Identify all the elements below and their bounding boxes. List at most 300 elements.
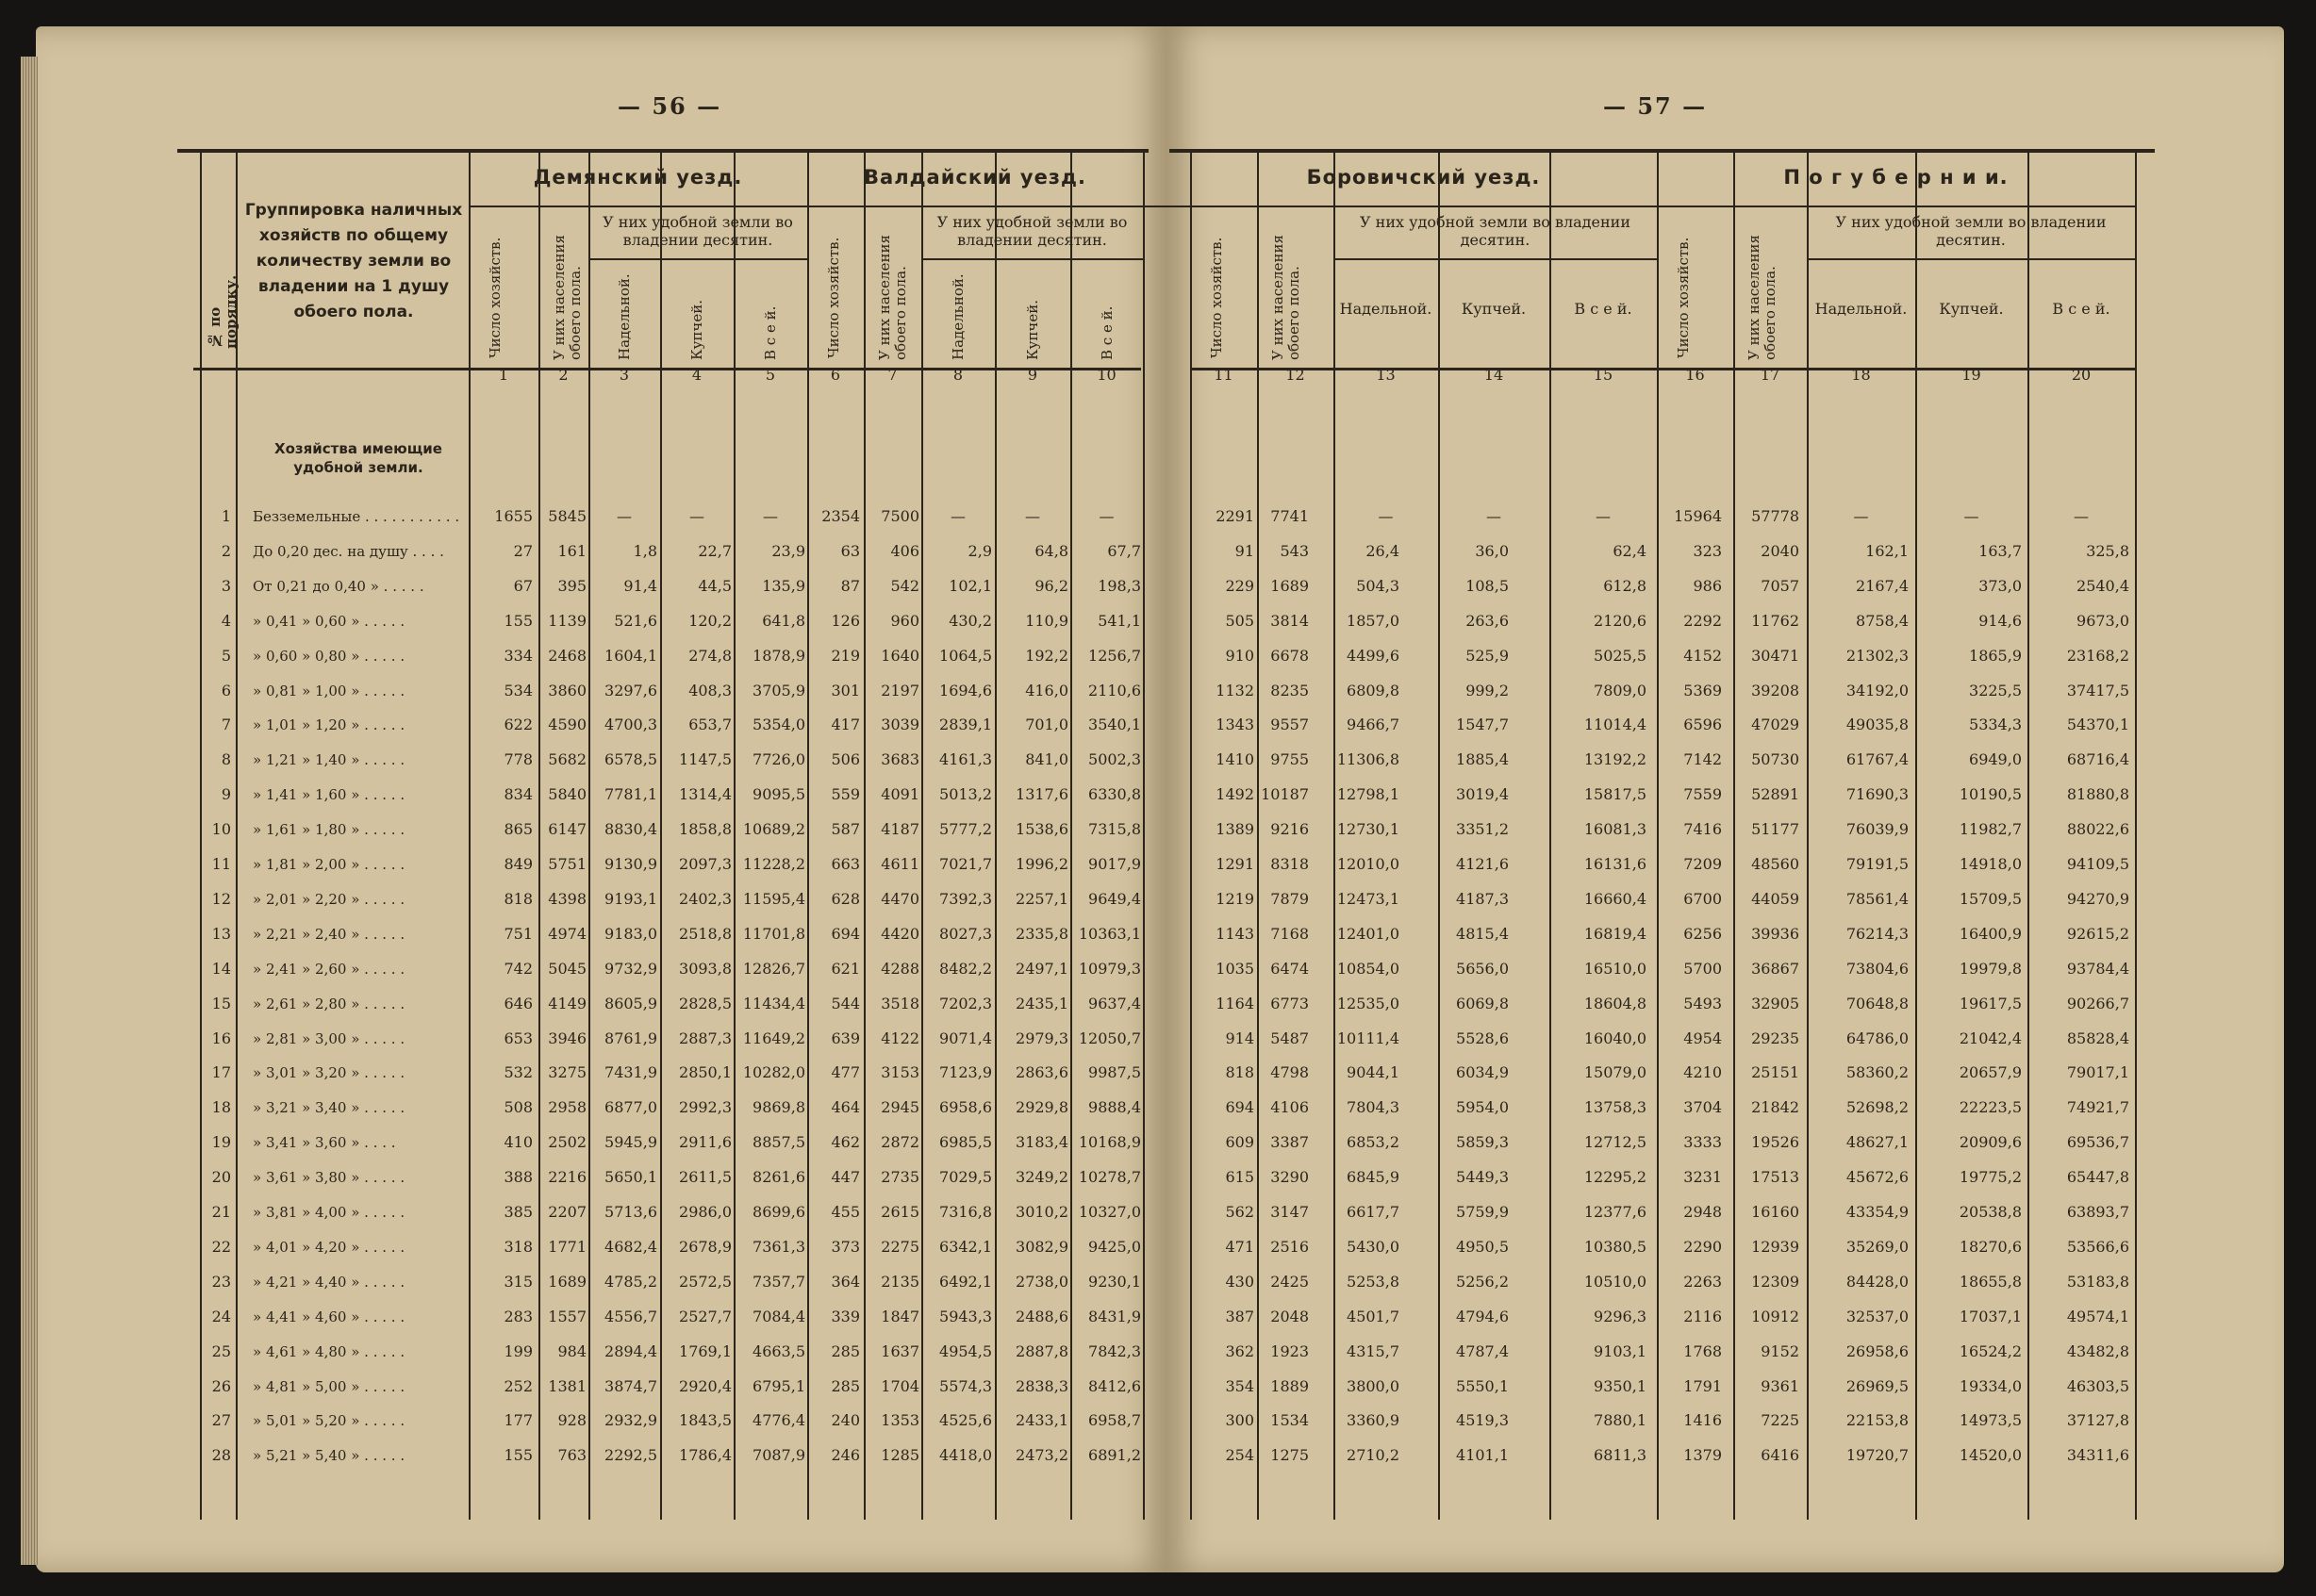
row-number: 3	[221, 577, 231, 595]
row-number: 17	[211, 1063, 231, 1081]
table-cell: 162,1	[1865, 542, 1909, 560]
table-cell: 9557	[1270, 716, 1309, 733]
header-population: У них населения обоего пола.	[876, 235, 909, 360]
table-cell: 9869,8	[753, 1098, 805, 1116]
table-cell: 5002,3	[1088, 750, 1141, 768]
table-cell: 9987,5	[1088, 1063, 1141, 1081]
column-number: 1	[498, 366, 509, 384]
table-cell: 15817,5	[1583, 785, 1646, 803]
column-rule	[200, 153, 202, 1520]
table-cell: 6773	[1270, 995, 1309, 1012]
table-cell: 364	[831, 1273, 860, 1291]
table-cell: 587	[831, 820, 860, 838]
table-cell: 7225	[1761, 1411, 1799, 1429]
row-label: » 5,21 » 5,40 » . . . . .	[253, 1447, 405, 1464]
table-cell: 5751	[548, 855, 587, 873]
table-cell: 849	[504, 855, 533, 873]
table-cell: 506	[831, 750, 860, 768]
table-cell: 13758,3	[1583, 1098, 1646, 1116]
table-cell: 71690,3	[1845, 785, 1909, 803]
table-cell: 621	[831, 960, 860, 978]
table-cell: 325,8	[2086, 542, 2129, 560]
row-number: 4	[221, 612, 231, 630]
table-cell: 5334,3	[1969, 716, 2022, 733]
table-cell: 742	[504, 960, 533, 978]
column-number: 4	[691, 366, 703, 384]
table-cell: —	[689, 507, 704, 525]
table-cell: 3225,5	[1969, 682, 2022, 699]
table-cell: 1317,6	[1016, 785, 1068, 803]
header-land-group: У них удобной земли во владении десятин.	[1360, 213, 1630, 249]
table-cell: 5656,0	[1456, 960, 1509, 978]
table-cell: 6256	[1683, 925, 1722, 943]
row-number: 25	[211, 1342, 231, 1360]
row-number: 27	[211, 1411, 231, 1429]
table-cell: 96,2	[1034, 577, 1068, 595]
row-label: » 1,21 » 1,40 » . . . . .	[253, 751, 405, 768]
row-label: » 4,21 » 4,40 » . . . . .	[253, 1274, 405, 1291]
table-cell: 1164	[1216, 995, 1254, 1012]
row-label: До 0,20 дес. на душу . . . .	[253, 543, 444, 560]
row-label: » 4,61 » 4,80 » . . . . .	[253, 1343, 405, 1360]
table-cell: 246	[831, 1446, 860, 1464]
table-cell: 1858,8	[679, 820, 732, 838]
row-label: » 0,41 » 0,60 » . . . . .	[253, 613, 405, 630]
column-number: 11	[1214, 366, 1233, 384]
table-cell: 1637	[881, 1342, 919, 1360]
header-population: У них населения обоего пола.	[1745, 235, 1778, 360]
row-number: 26	[211, 1377, 231, 1395]
table-cell: 3231	[1683, 1168, 1722, 1186]
table-cell: 274,8	[688, 647, 732, 665]
table-cell: 4420	[881, 925, 919, 943]
table-cell: 10510,0	[1583, 1273, 1646, 1291]
table-cell: 4210	[1683, 1063, 1722, 1081]
table-cell: 1768	[1683, 1342, 1722, 1360]
table-cell: 2435,1	[1016, 995, 1068, 1012]
table-cell: 7726,0	[753, 750, 805, 768]
table-cell: 6958,6	[939, 1098, 992, 1116]
table-cell: 48627,1	[1845, 1133, 1909, 1151]
header-purchased: Купчей.	[688, 300, 705, 360]
table-cell: —	[1596, 507, 1611, 525]
table-cell: 12798,1	[1336, 785, 1399, 803]
table-cell: 2488,6	[1016, 1308, 1068, 1325]
row-label: » 5,01 » 5,20 » . . . . .	[253, 1412, 405, 1429]
table-cell: 23,9	[771, 542, 805, 560]
column-number: 14	[1483, 366, 1504, 384]
table-cell: 19979,8	[1959, 960, 2022, 978]
table-cell: 7087,9	[753, 1446, 805, 1464]
table-cell: 2167,4	[1856, 577, 1909, 595]
county-title: Боровичский уезд.	[1306, 166, 1541, 189]
table-cell: 3540,1	[1088, 716, 1141, 733]
table-cell: 300	[1225, 1411, 1254, 1429]
table-cell: 1689	[1270, 577, 1309, 595]
table-cell: 85828,4	[2066, 1029, 2129, 1047]
table-cell: 1353	[881, 1411, 919, 1429]
table-cell: 2932,9	[604, 1411, 657, 1429]
table-cell: 4121,6	[1456, 855, 1509, 873]
table-cell: 615	[1225, 1168, 1254, 1186]
table-cell: 2911,6	[679, 1133, 732, 1151]
table-cell: 646	[504, 995, 533, 1012]
table-cell: 155	[504, 612, 533, 630]
table-cell: 3705,9	[753, 682, 805, 699]
table-cell: 2948	[1683, 1203, 1722, 1221]
table-cell: 4590	[548, 716, 587, 733]
table-cell: 7315,8	[1088, 820, 1141, 838]
table-cell: 49035,8	[1845, 716, 1909, 733]
table-cell: 3387	[1270, 1133, 1309, 1151]
table-cell: 22223,5	[1959, 1098, 2022, 1116]
table-cell: 4501,7	[1347, 1308, 1399, 1325]
table-cell: 8235	[1270, 682, 1309, 699]
table-cell: 339	[831, 1308, 860, 1325]
table-cell: 417	[831, 716, 860, 733]
table-cell: 9425,0	[1088, 1238, 1141, 1256]
table-cell: 12010,0	[1336, 855, 1399, 873]
table-cell: 14520,0	[1959, 1446, 2022, 1464]
table-cell: 52698,2	[1845, 1098, 1909, 1116]
table-cell: 9230,1	[1088, 1273, 1141, 1291]
table-cell: 2,9	[968, 542, 992, 560]
table-cell: 1343	[1216, 716, 1254, 733]
table-cell: 5025,5	[1594, 647, 1646, 665]
table-cell: 7809,0	[1594, 682, 1646, 699]
table-cell: 2120,6	[1594, 612, 1646, 630]
table-cell: 1771	[548, 1238, 587, 1256]
header-population: У них населения обоего пола.	[551, 235, 584, 360]
table-cell: 622	[504, 716, 533, 733]
table-cell: 79017,1	[2066, 1063, 2129, 1081]
table-cell: 373	[831, 1238, 860, 1256]
table-cell: 10380,5	[1583, 1238, 1646, 1256]
row-number: 19	[211, 1133, 231, 1151]
table-cell: 94109,5	[2066, 855, 2129, 873]
table-cell: 18270,6	[1959, 1238, 2022, 1256]
table-cell: 9044,1	[1347, 1063, 1399, 1081]
table-cell: 4611	[881, 855, 919, 873]
table-cell: 15709,5	[1959, 890, 2022, 908]
table-cell: 240	[831, 1411, 860, 1429]
table-cell: 2863,6	[1016, 1063, 1068, 1081]
table-cell: 10282,0	[742, 1063, 805, 1081]
table-cell: 7142	[1683, 750, 1722, 768]
rule-county-right	[1190, 206, 2135, 207]
table-cell: 45672,6	[1845, 1168, 1909, 1186]
table-cell: 16400,9	[1959, 925, 2022, 943]
table-cell: 9296,3	[1594, 1308, 1646, 1325]
header-households: Число хозяйств.	[825, 237, 842, 358]
table-cell: 534	[504, 682, 533, 699]
table-cell: 865	[504, 820, 533, 838]
table-cell: 53183,8	[2066, 1273, 2129, 1291]
table-cell: 9152	[1761, 1342, 1799, 1360]
table-cell: 4785,2	[604, 1273, 657, 1291]
table-cell: 4787,4	[1456, 1342, 1509, 1360]
table-cell: 504,3	[1356, 577, 1399, 595]
table-cell: 2433,1	[1016, 1411, 1068, 1429]
table-cell: 2540,4	[2076, 577, 2129, 595]
table-cell: 9103,1	[1594, 1342, 1646, 1360]
header-purchased: Купчей.	[1024, 300, 1041, 360]
row-label: » 4,81 » 5,00 » . . . . .	[253, 1378, 405, 1395]
table-cell: 252	[504, 1377, 533, 1395]
table-cell: 5045	[548, 960, 587, 978]
table-cell: 6845,9	[1347, 1168, 1399, 1186]
table-cell: 192,2	[1025, 647, 1068, 665]
table-cell: 543	[1280, 542, 1309, 560]
table-cell: 2040	[1761, 542, 1799, 560]
table-cell: 285	[831, 1342, 860, 1360]
table-cell: 1379	[1683, 1446, 1722, 1464]
table-cell: 7741	[1270, 507, 1309, 525]
table-cell: 10854,0	[1336, 960, 1399, 978]
table-cell: 6596	[1683, 716, 1722, 733]
table-cell: 3290	[1270, 1168, 1309, 1186]
table-cell: 36867	[1751, 960, 1799, 978]
header-total: В с е й.	[1098, 305, 1116, 360]
table-cell: 18655,8	[1959, 1273, 2022, 1291]
table-cell: 9732,9	[604, 960, 657, 978]
table-cell: 21042,4	[1959, 1029, 2022, 1047]
page-number-right: — 57 —	[1603, 92, 1708, 120]
table-cell: 9071,4	[939, 1029, 992, 1047]
table-cell: 93784,4	[2066, 960, 2129, 978]
table-cell: 37417,5	[2066, 682, 2129, 699]
table-cell: 7559	[1683, 785, 1722, 803]
table-cell: 10190,5	[1959, 785, 2022, 803]
table-cell: 7209	[1683, 855, 1722, 873]
column-number: 8	[952, 366, 964, 384]
table-cell: 334	[504, 647, 533, 665]
table-cell: 135,9	[762, 577, 805, 595]
rule-top-right	[1169, 149, 2155, 153]
table-cell: 161	[557, 542, 587, 560]
table-cell: 1416	[1683, 1411, 1722, 1429]
table-cell: 4288	[881, 960, 919, 978]
table-cell: 5777,2	[939, 820, 992, 838]
table-cell: 16510,0	[1583, 960, 1646, 978]
table-cell: 63893,7	[2066, 1203, 2129, 1221]
table-cell: 52891	[1751, 785, 1799, 803]
table-cell: —	[763, 507, 778, 525]
table-cell: 108,5	[1465, 577, 1509, 595]
county-title: Валдайский уезд.	[864, 166, 1086, 189]
table-cell: 3946	[548, 1029, 587, 1047]
table-cell: 2468	[548, 647, 587, 665]
table-cell: 12535,0	[1336, 995, 1399, 1012]
table-cell: 90266,7	[2066, 995, 2129, 1012]
table-cell: 2354	[821, 507, 860, 525]
table-cell: 3093,8	[679, 960, 732, 978]
table-cell: 19720,7	[1845, 1446, 1909, 1464]
table-cell: 3019,4	[1456, 785, 1509, 803]
table-cell: 14973,5	[1959, 1411, 2022, 1429]
table-cell: 163,7	[1978, 542, 2022, 560]
table-cell: 7316,8	[939, 1203, 992, 1221]
table-cell: 35269,0	[1845, 1238, 1909, 1256]
table-cell: 3297,6	[604, 682, 657, 699]
table-cell: 2290	[1683, 1238, 1722, 1256]
table-cell: 7084,4	[753, 1308, 805, 1325]
table-cell: 44,5	[698, 577, 732, 595]
table-cell: 2402,3	[679, 890, 732, 908]
table-cell: 263,6	[1465, 612, 1509, 630]
row-number: 7	[221, 716, 231, 733]
table-cell: 3874,7	[604, 1377, 657, 1395]
table-cell: 8482,2	[939, 960, 992, 978]
county-title: П о г у б е р н и и.	[1783, 166, 2009, 189]
table-cell: 3333	[1683, 1133, 1722, 1151]
table-cell: 6891,2	[1088, 1446, 1141, 1464]
table-cell: 12730,1	[1336, 820, 1399, 838]
row-number: 2	[221, 542, 231, 560]
table-cell: 7842,3	[1088, 1342, 1141, 1360]
table-cell: 9361	[1761, 1377, 1799, 1395]
table-cell: 406	[890, 542, 919, 560]
table-cell: 653	[504, 1029, 533, 1047]
table-cell: 1923	[1270, 1342, 1309, 1360]
table-cell: 29235	[1751, 1029, 1799, 1047]
table-cell: 46303,5	[2066, 1377, 2129, 1395]
table-cell: 4161,3	[939, 750, 992, 768]
table-cell: 301	[831, 682, 860, 699]
table-cell: 3518	[881, 995, 919, 1012]
table-cell: 10363,1	[1078, 925, 1141, 943]
table-cell: 61767,4	[1845, 750, 1909, 768]
table-cell: 4315,7	[1347, 1342, 1399, 1360]
table-cell: 818	[504, 890, 533, 908]
table-cell: 373,0	[1978, 577, 2022, 595]
table-cell: 43354,9	[1845, 1203, 1909, 1221]
table-cell: 1889	[1270, 1377, 1309, 1395]
table-cell: 778	[504, 750, 533, 768]
table-cell: 6342,1	[939, 1238, 992, 1256]
table-cell: 1147,5	[679, 750, 732, 768]
table-cell: 2828,5	[679, 995, 732, 1012]
table-cell: 20538,8	[1959, 1203, 2022, 1221]
table-cell: 2611,5	[679, 1168, 732, 1186]
column-number: 15	[1593, 366, 1613, 384]
table-cell: 37127,8	[2066, 1411, 2129, 1429]
row-number: 5	[221, 647, 231, 665]
table-cell: 1655	[494, 507, 533, 525]
table-cell: 2678,9	[679, 1238, 732, 1256]
column-number: 7	[887, 366, 898, 384]
table-cell: 26,4	[1365, 542, 1399, 560]
header-land-group: У них удобной земли во владении десятин.	[1835, 213, 2107, 249]
table-cell: 12473,1	[1336, 890, 1399, 908]
table-cell: 8761,9	[604, 1029, 657, 1047]
table-cell: 694	[1225, 1098, 1254, 1116]
row-label: » 3,61 » 3,80 » . . . . .	[253, 1169, 405, 1186]
table-cell: 5840	[548, 785, 587, 803]
row-number: 24	[211, 1308, 231, 1325]
table-cell: 525,9	[1465, 647, 1509, 665]
table-cell: 10979,3	[1078, 960, 1141, 978]
table-cell: 464	[831, 1098, 860, 1116]
table-cell: 11228,2	[742, 855, 805, 873]
table-cell: 2979,3	[1016, 1029, 1068, 1047]
table-cell: 1694,6	[939, 682, 992, 699]
table-cell: 4187	[881, 820, 919, 838]
table-cell: 628	[831, 890, 860, 908]
table-cell: 447	[831, 1168, 860, 1186]
table-cell: 562	[1225, 1203, 1254, 1221]
table-cell: 6578,5	[604, 750, 657, 768]
table-cell: 541,1	[1098, 612, 1141, 630]
table-cell: 1285	[881, 1446, 919, 1464]
table-cell: 26958,6	[1845, 1342, 1909, 1360]
row-label: От 0,21 до 0,40 » . . . . .	[253, 578, 424, 595]
table-cell: 1878,9	[753, 647, 805, 665]
table-cell: 7880,1	[1594, 1411, 1646, 1429]
table-cell: 47029	[1751, 716, 1799, 733]
table-cell: 1689	[548, 1273, 587, 1291]
row-number: 18	[211, 1098, 231, 1116]
column-number: 18	[1851, 366, 1871, 384]
table-cell: 2850,1	[679, 1063, 732, 1081]
table-cell: 521,6	[614, 612, 657, 630]
row-number: 9	[221, 785, 231, 803]
table-cell: 10689,2	[742, 820, 805, 838]
row-label: » 2,41 » 2,60 » . . . . .	[253, 961, 405, 978]
header-purchased: Купчей.	[1461, 300, 1527, 318]
table-cell: 39936	[1751, 925, 1799, 943]
row-label: » 0,60 » 0,80 » . . . . .	[253, 648, 405, 665]
table-cell: 477	[831, 1063, 860, 1081]
header-population: У них населения обоего пола.	[1269, 235, 1302, 360]
row-label: » 3,01 » 3,20 » . . . . .	[253, 1064, 405, 1081]
table-cell: 4950,5	[1456, 1238, 1509, 1256]
table-cell: 7057	[1761, 577, 1799, 595]
table-cell: 7416	[1683, 820, 1722, 838]
table-cell: 12401,0	[1336, 925, 1399, 943]
table-cell: 7029,5	[939, 1168, 992, 1186]
row-label: » 3,41 » 3,60 » . . . .	[253, 1134, 396, 1151]
table-cell: 16081,3	[1583, 820, 1646, 838]
table-cell: 4106	[1270, 1098, 1309, 1116]
table-cell: 12826,7	[742, 960, 805, 978]
table-cell: 53566,6	[2066, 1238, 2129, 1256]
table-cell: 928	[557, 1411, 587, 1429]
table-cell: 3275	[548, 1063, 587, 1081]
table-cell: 2263	[1683, 1273, 1722, 1291]
table-cell: 21842	[1751, 1098, 1799, 1116]
table-cell: —	[951, 507, 966, 525]
column-number: 10	[1097, 366, 1117, 384]
table-cell: 3360,9	[1347, 1411, 1399, 1429]
row-label: » 2,61 » 2,80 » . . . . .	[253, 995, 405, 1012]
table-cell: 6330,8	[1088, 785, 1141, 803]
table-cell: 9193,1	[604, 890, 657, 908]
table-cell: —	[1378, 507, 1394, 525]
table-cell: 639	[831, 1029, 860, 1047]
table-cell: 3153	[881, 1063, 919, 1081]
table-cell: 3039	[881, 716, 919, 733]
table-cell: 4499,6	[1347, 647, 1399, 665]
table-cell: 7431,9	[604, 1063, 657, 1081]
table-cell: 1996,2	[1016, 855, 1068, 873]
table-cell: 2292	[1683, 612, 1722, 630]
table-cell: 6809,8	[1347, 682, 1399, 699]
table-cell: 19334,0	[1959, 1377, 2022, 1395]
table-cell: 17037,1	[1959, 1308, 2022, 1325]
row-number: 13	[211, 925, 231, 943]
table-cell: 8758,4	[1856, 612, 1909, 630]
